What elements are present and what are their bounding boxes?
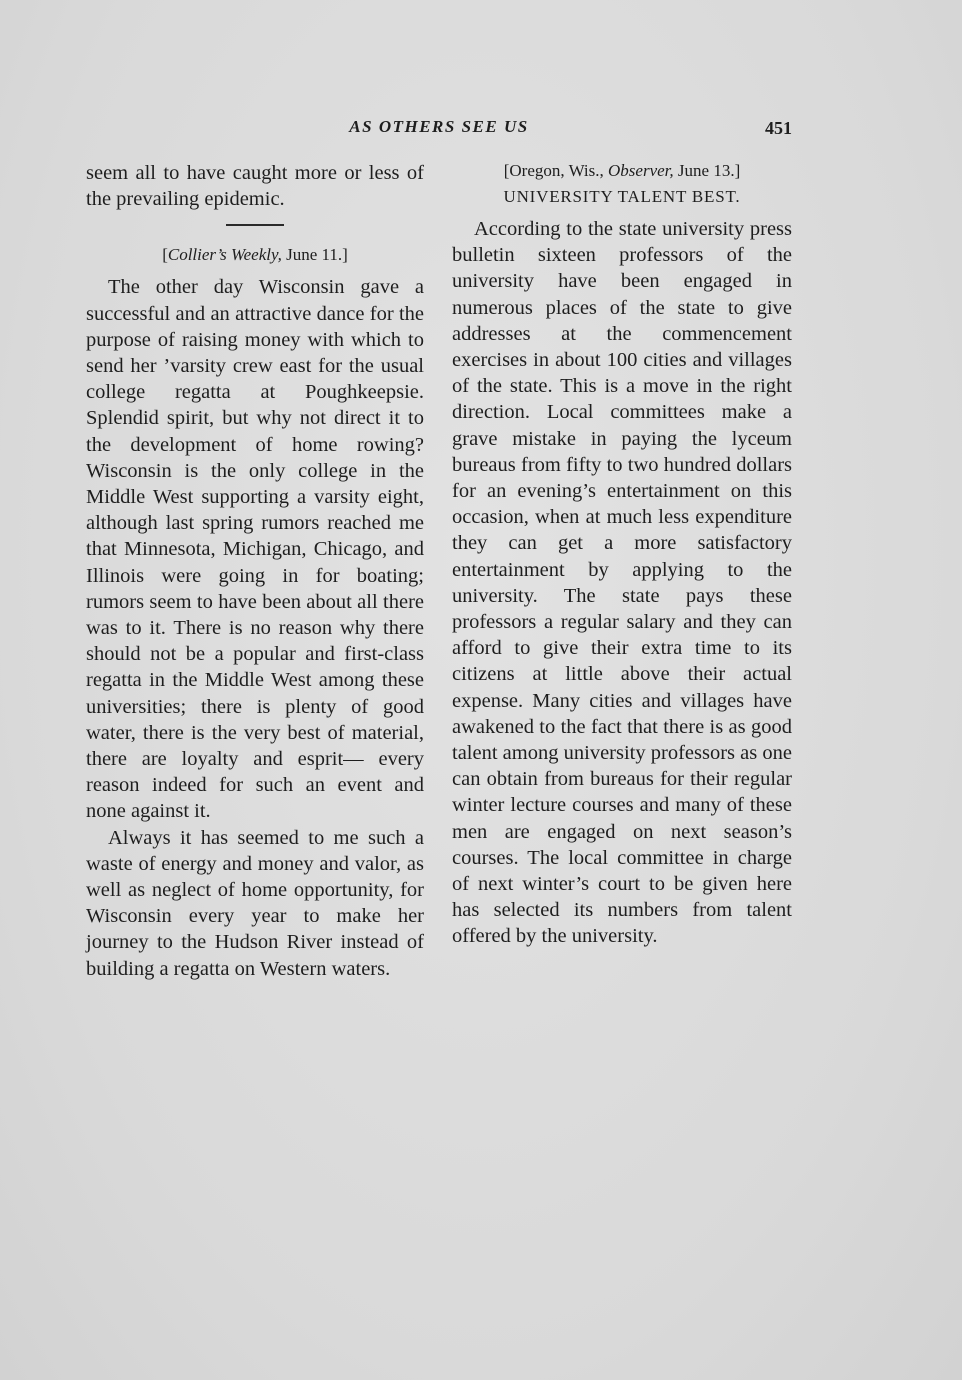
- page-header: [86, 117, 792, 141]
- left-column: [86, 160, 424, 982]
- section-divider: [226, 224, 284, 226]
- running-head: AS OTHERS SEE US: [349, 117, 529, 136]
- article-headline: UNIVERSITY TALENT BEST.: [503, 187, 741, 206]
- citation-date: June 11.]: [281, 245, 348, 265]
- continuation-paragraph: seem all to have caught more or less of the prevailing epidemic.: [86, 162, 424, 211]
- publication-name: Observer,: [608, 161, 674, 180]
- citation-date: June 13.]: [673, 161, 741, 180]
- source-citation-colliers: [86, 244, 424, 266]
- citation-open: [Oregon, Wis.,: [503, 161, 609, 180]
- right-column: [452, 160, 792, 950]
- article-paragraph: Always it has seemed to me such a waste of energy and money and valor, as well as neglect of home opportunity, for Wisconsin every year to make her journey to the Hudson River instead of building a regatta on Western waters.: [86, 826, 424, 980]
- article-paragraph: The other day Wisconsin gave a successful and an attractive dance for the purpose of raising money with which to send her ’varsity crew east for the usual college regatta at Poughkeepsie. Splendid spirit, but why not direct it to the development of home rowing? Wisconsin is the only college in the Middle West supporting a varsity eight, although last spring rumors reached me that Minnesota, Michigan, Chicago, and Illinois were going in for boating; rumors seem to have been about all there was to it. There is no reason why there should not be a popular and first-class regatta in the Middle West among these universities; there is plenty of good water, there is the very best of material, there are loyalty and esprit— every reason indeed for such an event and none against it.: [86, 276, 424, 823]
- publication-name: Collier’s Weekly,: [167, 245, 282, 265]
- article-paragraph: According to the state university press bulletin sixteen professors of the university have been engaged in numerous places of the state to give addresses at the commencement exercises in about 100 cities and villages of the state. This is a move in the right direction. Local committees make a grave mistake in paying the lyceum bureaus from fifty to two hundred dollars for an evening’s entertainment on this occasion, when at much less expenditure they can get a more satisfactory entertainment by applying to the university. The state pays these professors a regular salary and they can afford to give their extra time to its citizens at little above their actual expense. Many cities and villages have awakened to the fact that there is as good talent among university professors as one can obtain from bureaus for their regular winter lecture courses and many of these men are engaged on next season’s courses. The local committee in charge of next winter’s court to be given here has selected its numbers from talent offered by the university.: [452, 218, 792, 948]
- page-number: 451: [765, 118, 792, 138]
- source-citation-observer: [452, 160, 792, 182]
- citation-open: [: [162, 245, 168, 265]
